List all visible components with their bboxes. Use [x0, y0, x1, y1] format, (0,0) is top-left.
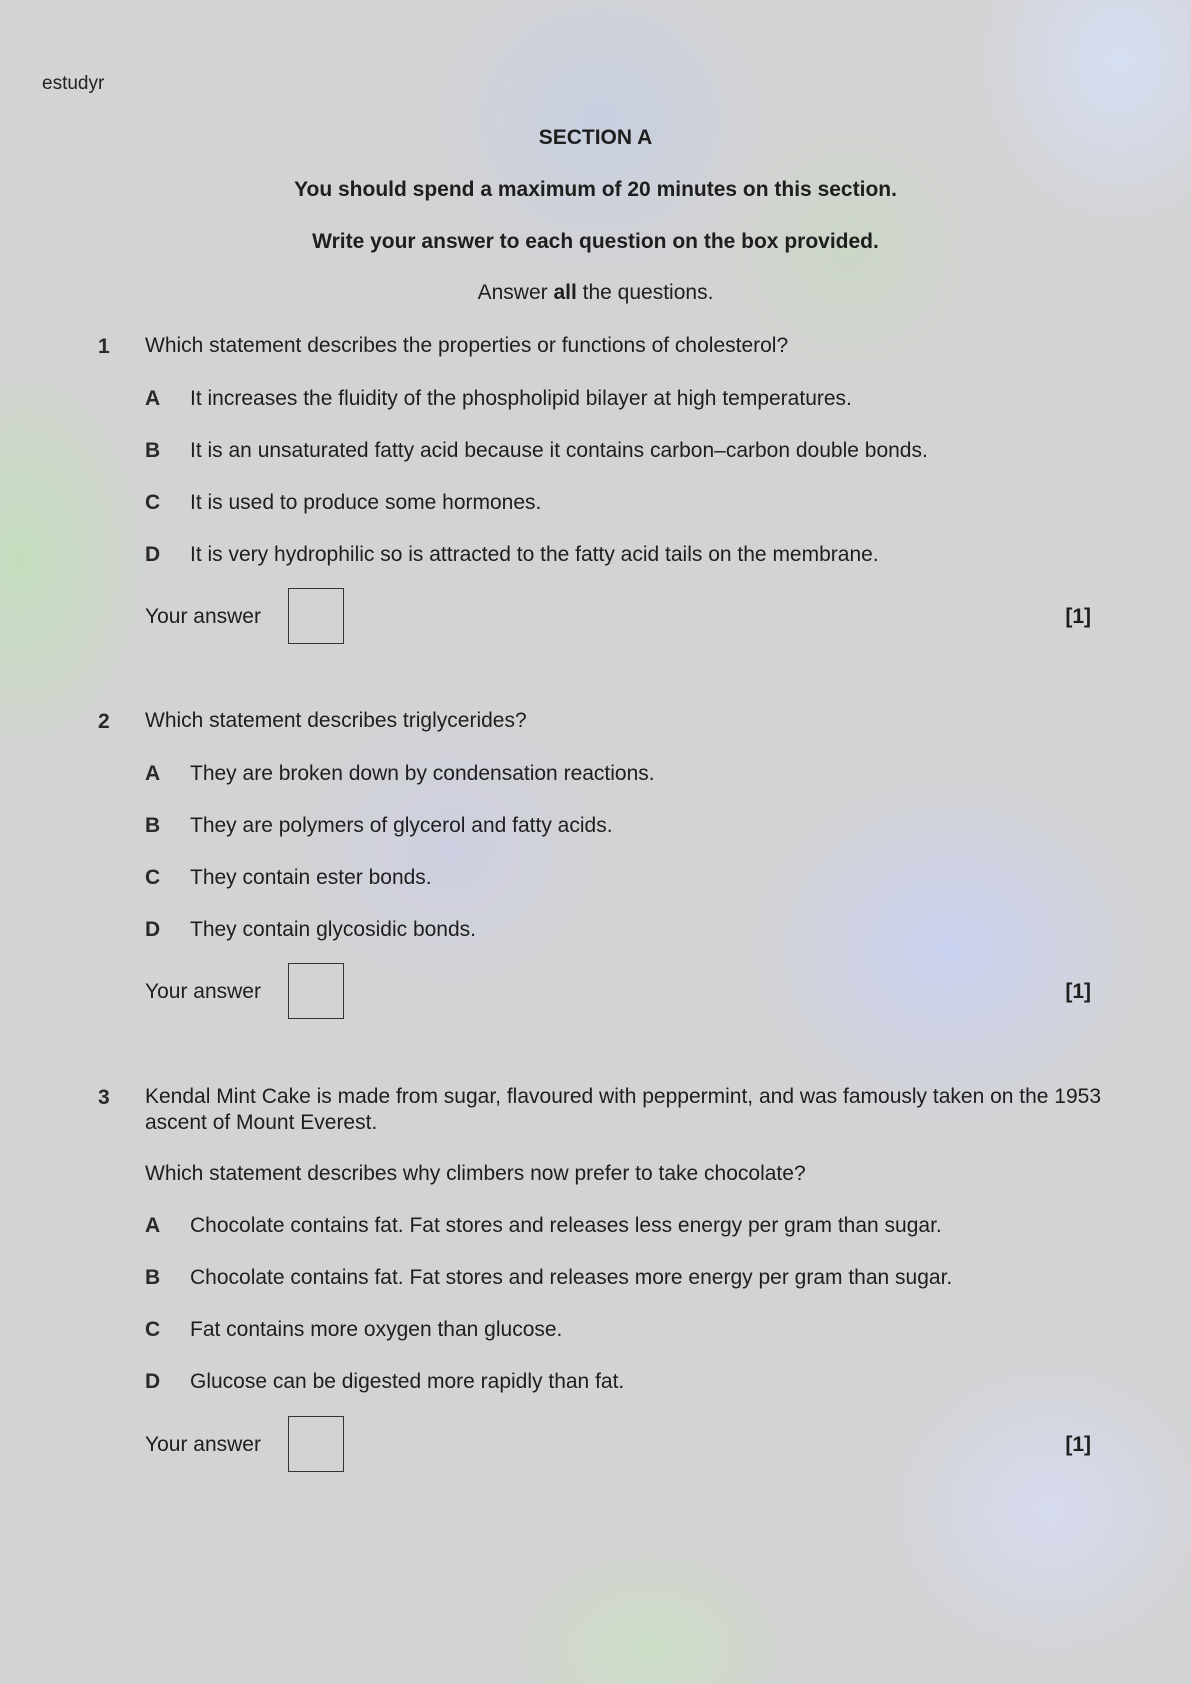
option-letter: A: [145, 387, 161, 410]
answer-label: Your answer: [145, 605, 261, 628]
option-text: Fat contains more oxygen than glucose.: [190, 1318, 563, 1341]
answer-label: Your answer: [145, 1433, 261, 1456]
option-letter: B: [145, 439, 161, 462]
answer-all-bold: all: [553, 281, 577, 304]
option-letter: D: [145, 1370, 161, 1393]
option-letter: C: [145, 866, 161, 889]
answer-all-instruction: [0, 281, 1191, 305]
write-instruction: Write your answer to each question on the box provided.: [312, 230, 879, 253]
question-number: 2: [98, 710, 110, 733]
option-text: They contain ester bonds.: [190, 866, 432, 889]
section-title: SECTION A: [538, 126, 653, 149]
answer-all-pre: Answer: [477, 281, 554, 304]
question-subtext: Which statement describes why climbers now prefer to take chocolate?: [145, 1162, 806, 1185]
option-text: It is an unsaturated fatty acid because it contains carbon–carbon double bonds.: [190, 439, 928, 462]
question-number: 3: [98, 1086, 110, 1109]
option-text: Chocolate contains fat. Fat stores and releases less energy per gram than sugar.: [190, 1214, 942, 1237]
marks-label: [1]: [1065, 980, 1091, 1003]
time-instruction: You should spend a maximum of 20 minutes on this section.: [294, 178, 897, 201]
option-letter: D: [145, 918, 161, 941]
question-text: Which statement describes the properties or functions of cholesterol?: [145, 334, 789, 357]
option-letter: B: [145, 1266, 161, 1289]
watermark-text: estudyr: [42, 73, 105, 94]
marks-label: [1]: [1065, 1433, 1091, 1456]
option-text: They are polymers of glycerol and fatty acids.: [190, 814, 613, 837]
option-text: Chocolate contains fat. Fat stores and releases more energy per gram than sugar.: [190, 1266, 953, 1289]
answer-box[interactable]: [288, 588, 344, 644]
answer-all-post: the questions.: [576, 281, 714, 304]
option-letter: C: [145, 1318, 161, 1341]
answer-box[interactable]: [288, 963, 344, 1019]
option-letter: A: [145, 762, 161, 785]
question-number: 1: [98, 335, 110, 358]
option-text: They contain glycosidic bonds.: [190, 918, 476, 941]
option-letter: B: [145, 814, 161, 837]
option-text: Glucose can be digested more rapidly than fat.: [190, 1370, 625, 1393]
option-text: It is used to produce some hormones.: [190, 491, 542, 514]
option-text: It is very hydrophilic so is attracted to the fatty acid tails on the membrane.: [190, 543, 879, 566]
option-letter: C: [145, 491, 161, 514]
answer-label: Your answer: [145, 980, 261, 1003]
question-text: Kendal Mint Cake is made from sugar, flavoured with peppermint, and was famously taken on the 1953 ascent of Mount Everest.: [145, 1085, 1102, 1134]
question-text: Which statement describes triglycerides?: [145, 709, 527, 732]
option-letter: A: [145, 1214, 161, 1237]
option-text: It increases the fluidity of the phospholipid bilayer at high temperatures.: [190, 387, 852, 410]
answer-box[interactable]: [288, 1416, 344, 1472]
marks-label: [1]: [1065, 605, 1091, 628]
option-letter: D: [145, 543, 161, 566]
option-text: They are broken down by condensation reactions.: [190, 762, 655, 785]
